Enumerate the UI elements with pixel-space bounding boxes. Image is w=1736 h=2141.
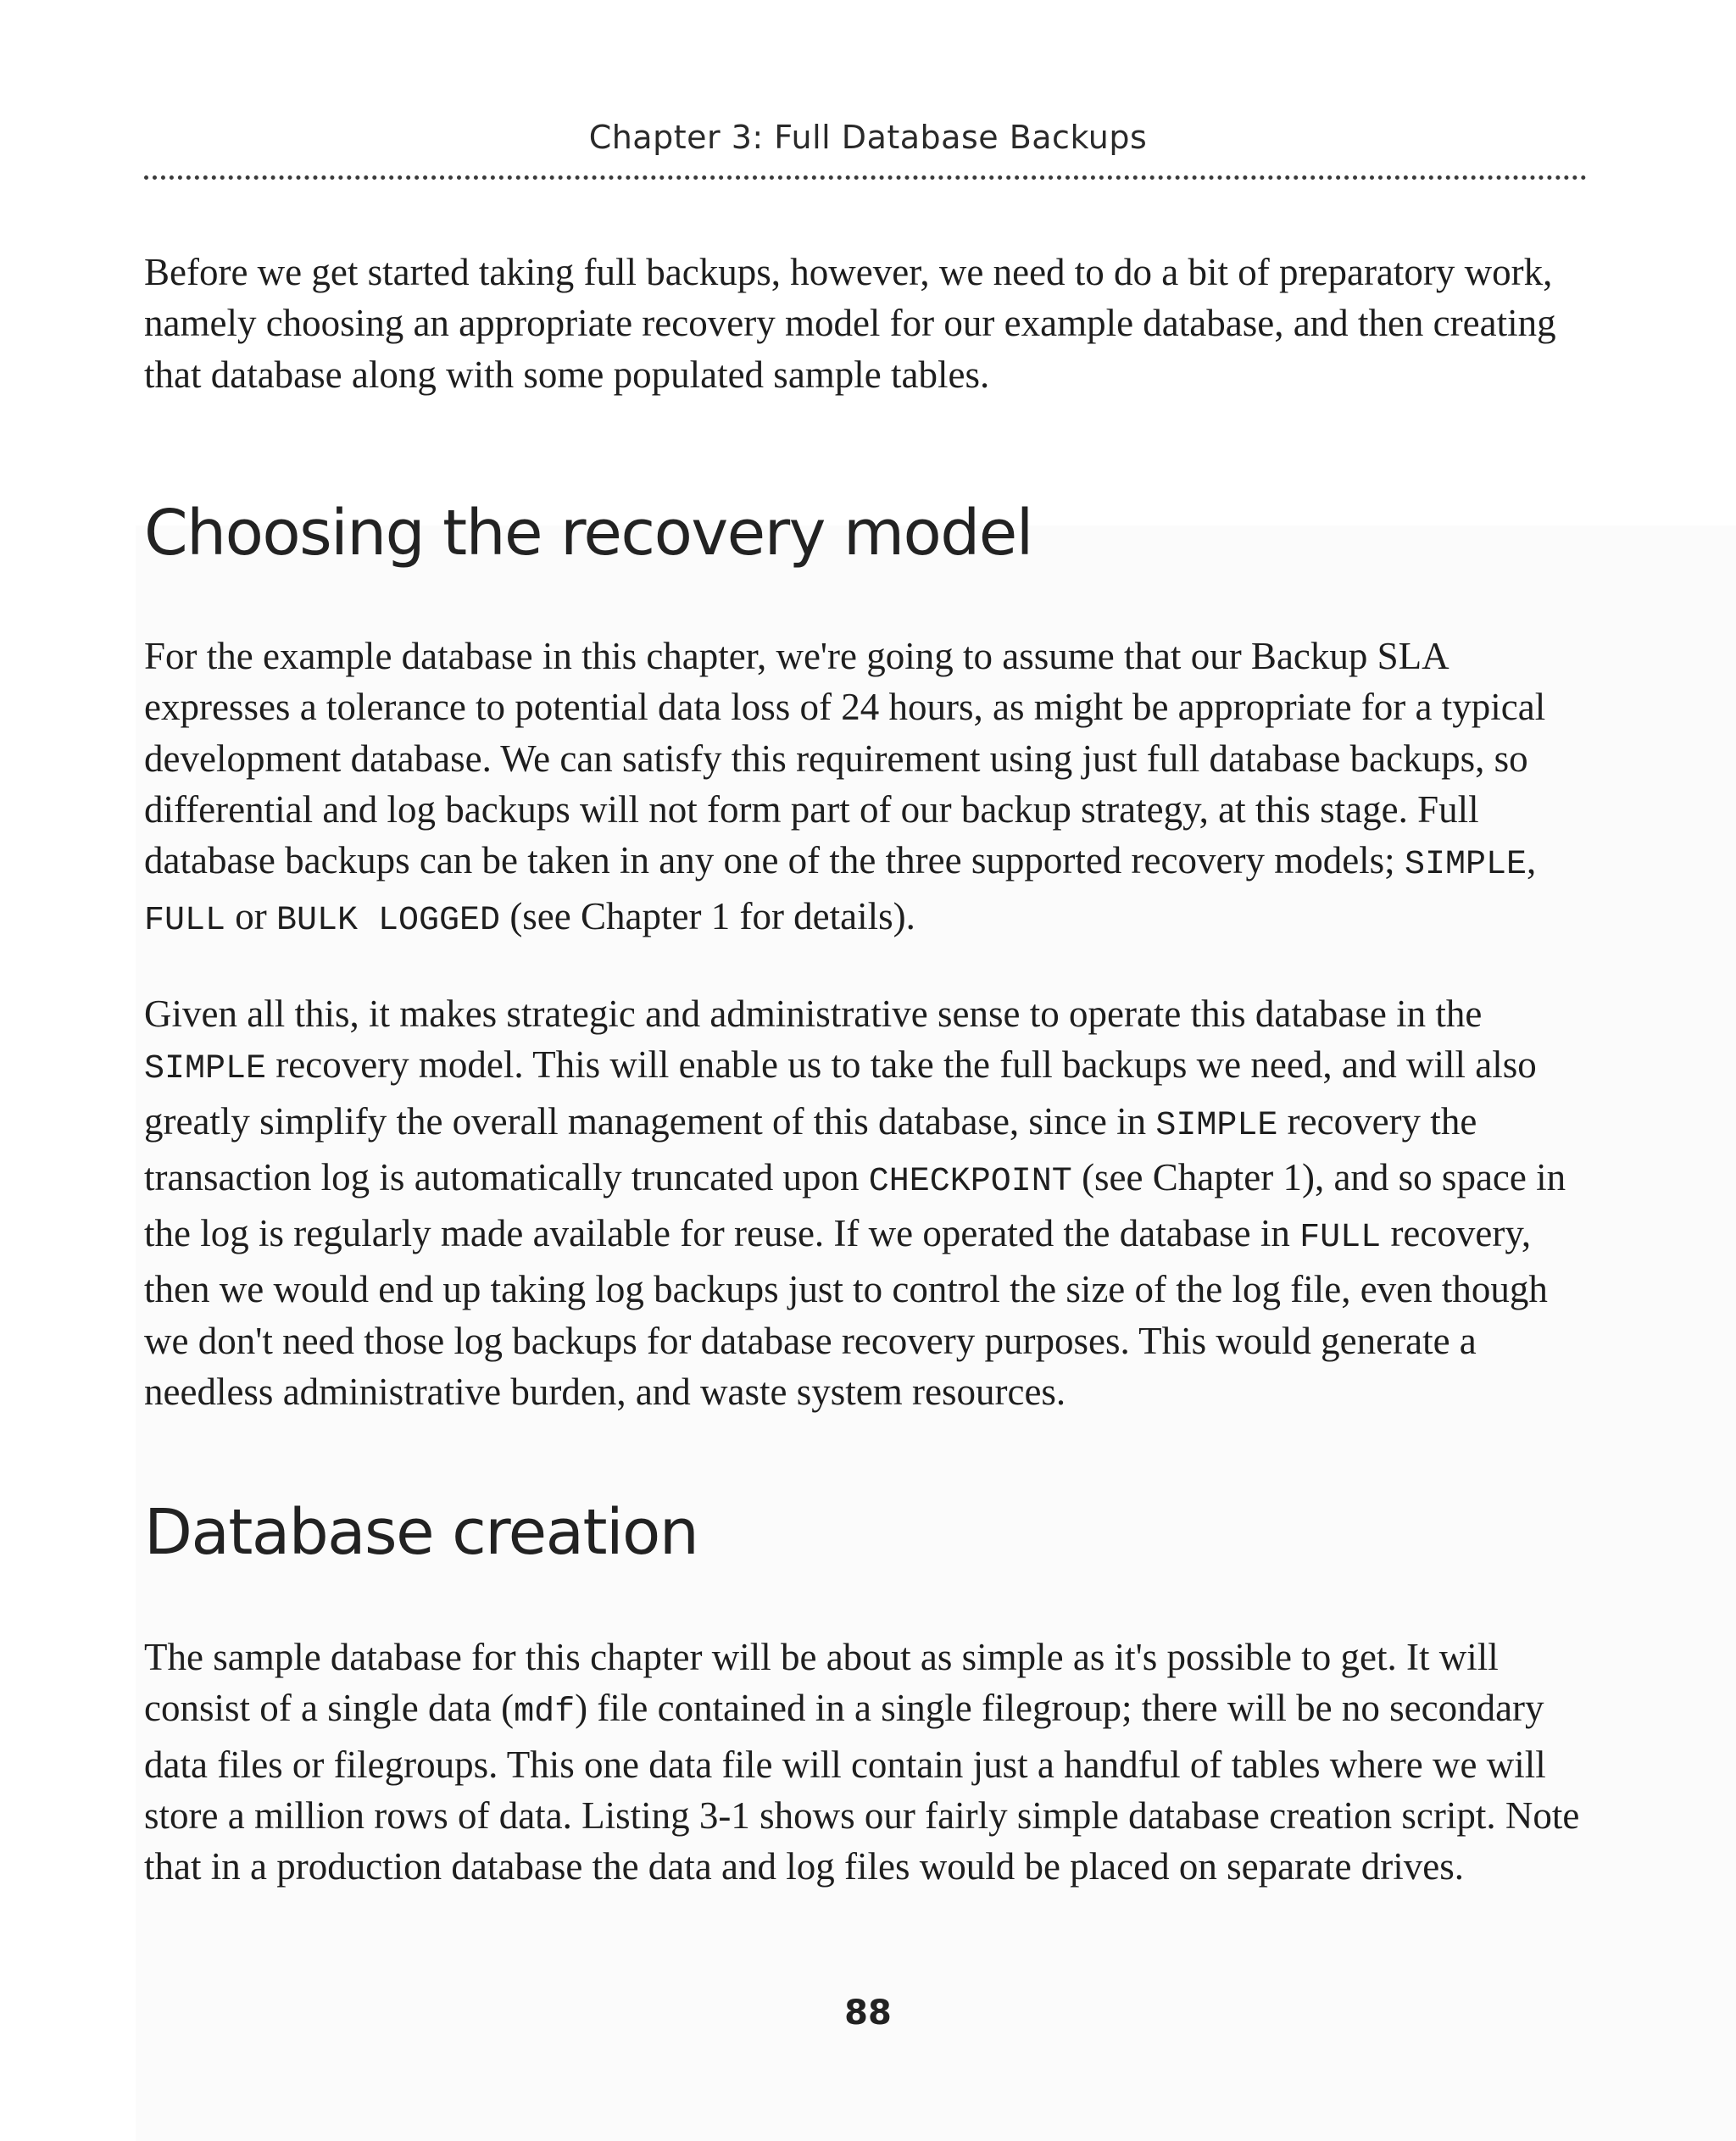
code-bulk-logged: BULK LOGGED xyxy=(276,902,501,941)
text-run: recovery the transaction log is automatically truncated upon xyxy=(144,1099,1477,1198)
text-run: (see Chapter 1), and so space in the log is regularly made available for reuse. If we operated the database in xyxy=(144,1155,1566,1255)
code-simple: SIMPLE xyxy=(144,1050,267,1089)
text-run: ) file contained in a single filegroup; there will be no secondary data files or filegroups. This one data file will contain just a handful of tables where we will store a million rows of data. Listing 3-1 shows our fairly simple database creation script. Note that in a production database the data and log files would be placed on separate drives. xyxy=(144,1687,1580,1888)
page-number: 88 xyxy=(844,1994,892,2033)
header-dotted-rule xyxy=(144,175,1587,180)
section-heading-database-creation: Database creation xyxy=(144,1496,698,1569)
running-header: Chapter 3: Full Database Backups xyxy=(588,119,1148,156)
code-simple: SIMPLE xyxy=(1155,1106,1278,1145)
text-run: or xyxy=(225,895,277,938)
text-run: (see Chapter 1 for details). xyxy=(500,895,915,938)
code-full: FULL xyxy=(144,902,226,941)
text-run: For the example database in this chapter, we're going to assume that our Backup SLA expresses a tolerance to potential data loss of 24 hours, as might be appropriate for a typical development database. We can satisfy this requirement using just full database backups, so differential and log backups will not form part of our backup strategy, at this stage. Full database backups can be taken in any one of the three supported recovery models; xyxy=(144,635,1546,882)
text-run: , xyxy=(1526,839,1537,882)
text-run: The sample database for this chapter will be about as simple as it's possible to get. It will consist of a single data ( xyxy=(144,1636,1499,1730)
intro-paragraph: Before we get started taking full backups, however, we need to do a bit of preparatory work, namely choosing an appropriate recovery model for our example database, and then creating that database along with some populated sample tables. xyxy=(144,251,1556,396)
code-full: FULL xyxy=(1299,1219,1382,1258)
recovery-paragraph-1 xyxy=(144,631,1585,948)
text-run: recovery model. This will enable us to take the full backups we need, and will also greatly simplify the overall management of this database, since in xyxy=(144,1043,1537,1143)
text-run: recovery, then we would end up taking log backups just to control the size of the log file, even though we don't need those log backups for database recovery purposes. This would generate a needless administrative burden, and waste system resources. xyxy=(144,1212,1548,1414)
code-simple: SIMPLE xyxy=(1404,846,1527,885)
code-checkpoint: CHECKPOINT xyxy=(868,1162,1072,1201)
code-mdf: mdf xyxy=(514,1693,576,1732)
text-run: Given all this, it makes strategic and administrative sense to operate this database in the xyxy=(144,993,1483,1035)
recovery-paragraph-2 xyxy=(144,988,1585,1417)
creation-paragraph xyxy=(144,1632,1585,1892)
section-heading-recovery-model: Choosing the recovery model xyxy=(144,497,1032,570)
